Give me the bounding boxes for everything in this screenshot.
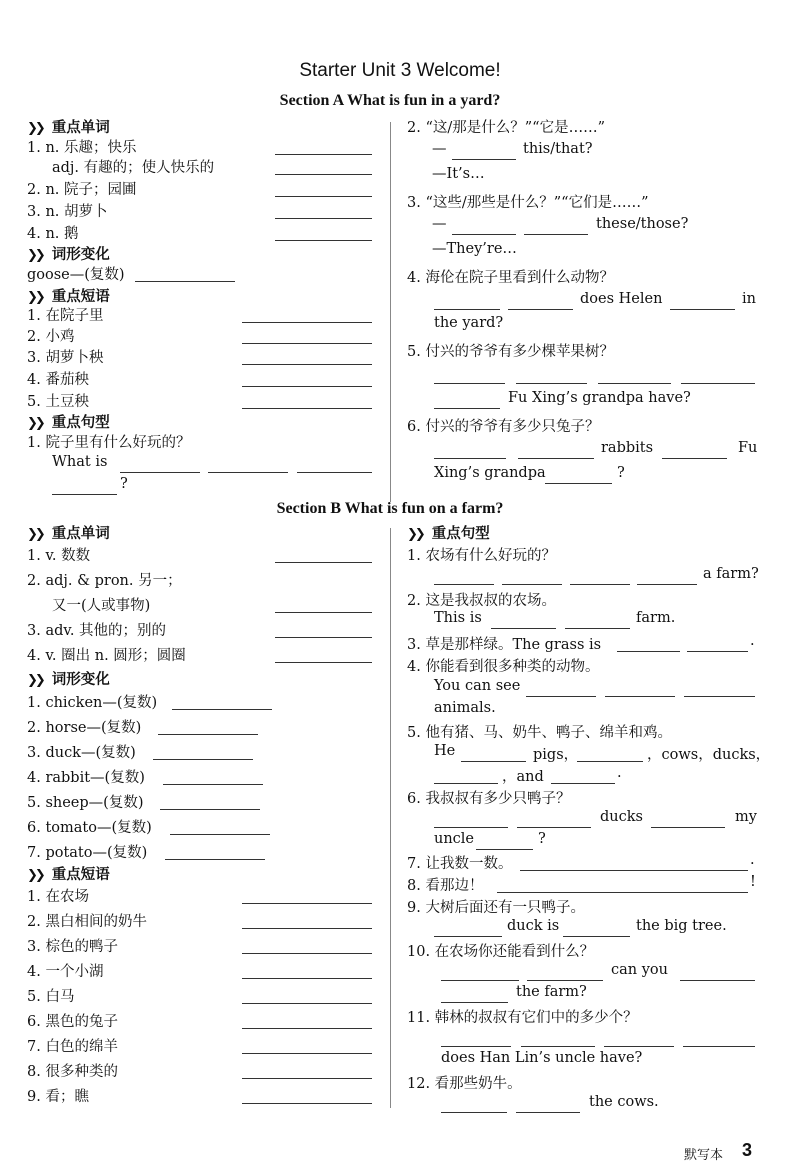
exercise-text: this/that? xyxy=(523,141,593,157)
answer-blank[interactable] xyxy=(526,696,596,697)
answer-blank[interactable] xyxy=(242,1103,372,1104)
answer-blank[interactable] xyxy=(441,1046,511,1047)
exercise-text: 3. 棕色的鸭子 xyxy=(27,939,118,955)
exercise-text: ，cows，ducks， xyxy=(647,747,771,763)
answer-blank[interactable] xyxy=(670,309,735,310)
answer-blank[interactable] xyxy=(242,408,372,409)
exercise-text: Fu xyxy=(738,440,758,456)
column-divider-a xyxy=(390,122,391,502)
exercise-text: . xyxy=(750,852,755,868)
answer-blank[interactable] xyxy=(135,281,235,282)
exercise-text: rabbits xyxy=(601,440,654,456)
exercise-text: He xyxy=(434,743,456,759)
answer-blank[interactable] xyxy=(687,651,748,652)
exercise-text: 4. 番茄秧 xyxy=(27,372,89,388)
exercise-text: This is xyxy=(434,610,482,626)
exercise-text: 9. 看；瞧 xyxy=(27,1089,89,1105)
answer-blank[interactable] xyxy=(651,827,725,828)
exercise-text: You can see xyxy=(434,678,521,694)
section-heading xyxy=(27,411,110,432)
exercise-text: 1. 农场有什么好玩的？ xyxy=(407,548,556,564)
answer-blank[interactable] xyxy=(617,651,680,652)
double-chevron-icon: ❯❯ xyxy=(27,290,43,305)
answer-blank[interactable] xyxy=(518,458,594,459)
exercise-text: 1. v. 数数 xyxy=(27,548,91,564)
answer-blank[interactable] xyxy=(172,709,272,710)
answer-blank[interactable] xyxy=(208,472,288,473)
answer-blank[interactable] xyxy=(170,834,270,835)
exercise-text: 8. 很多种类的 xyxy=(27,1064,118,1080)
section-heading-label: 词形变化 xyxy=(51,246,110,263)
exercise-text: — xyxy=(432,216,447,232)
exercise-text: . xyxy=(617,765,622,781)
section-heading xyxy=(27,668,110,689)
answer-blank[interactable] xyxy=(158,734,258,735)
answer-blank[interactable] xyxy=(242,1053,372,1054)
answer-blank[interactable] xyxy=(684,696,755,697)
exercise-text: a farm? xyxy=(703,566,759,582)
answer-blank[interactable] xyxy=(242,928,372,929)
exercise-text: 3. n. 胡萝卜 xyxy=(27,204,108,220)
answer-blank[interactable] xyxy=(242,953,372,954)
answer-blank[interactable] xyxy=(153,759,253,760)
answer-blank[interactable] xyxy=(604,1046,674,1047)
exercise-text: ? xyxy=(617,465,625,481)
exercise-text: 2. 黑白相间的奶牛 xyxy=(27,914,147,930)
footer-label: 默写本 xyxy=(684,1148,724,1163)
exercise-text: ? xyxy=(120,476,128,492)
exercise-text: 2. “这/那是什么？”“它是……” xyxy=(407,120,605,136)
exercise-text: 9. 大树后面还有一只鸭子。 xyxy=(407,900,585,916)
answer-blank[interactable] xyxy=(434,408,500,409)
section-heading-label: 重点句型 xyxy=(431,525,490,542)
double-chevron-icon: ❯❯ xyxy=(27,248,43,263)
exercise-text: the cows. xyxy=(589,1094,659,1110)
exercise-text: ducks xyxy=(600,809,643,825)
answer-blank[interactable] xyxy=(441,1002,508,1003)
exercise-text: 4. rabbit—(复数) xyxy=(27,770,145,786)
section-heading-label: 重点短语 xyxy=(51,866,110,883)
exercise-text: does Helen xyxy=(580,291,663,307)
exercise-text: 7. 让我数一数。 xyxy=(407,856,513,872)
exercise-text: 5. sheep—(复数) xyxy=(27,795,144,811)
answer-blank[interactable] xyxy=(242,386,372,387)
double-chevron-icon: ❯❯ xyxy=(407,527,423,542)
double-chevron-icon: ❯❯ xyxy=(27,527,43,542)
exercise-text: Xing’s grandpa xyxy=(434,465,546,481)
exercise-text: 10. 在农场你还能看到什么？ xyxy=(407,944,595,960)
section-heading-label: 重点单词 xyxy=(51,119,110,136)
answer-blank[interactable] xyxy=(637,584,697,585)
exercise-text: 1. 院子里有什么好玩的？ xyxy=(27,435,191,451)
exercise-text: my xyxy=(735,809,757,825)
exercise-text: 2. 这是我叔叔的农场。 xyxy=(407,593,556,609)
exercise-text: 6. 我叔叔有多少只鸭子？ xyxy=(407,791,571,807)
answer-blank[interactable] xyxy=(491,628,556,629)
answer-blank[interactable] xyxy=(275,662,372,663)
exercise-text: 4. 你能看到很多种类的动物。 xyxy=(407,659,600,675)
exercise-text: can you xyxy=(611,962,668,978)
answer-blank[interactable] xyxy=(476,849,533,850)
answer-blank[interactable] xyxy=(275,196,372,197)
section-heading-label: 词形变化 xyxy=(51,671,110,688)
answer-blank[interactable] xyxy=(434,827,508,828)
exercise-text: ，and xyxy=(502,769,544,785)
section-heading xyxy=(27,116,110,137)
exercise-text: the farm? xyxy=(516,984,587,1000)
section-heading xyxy=(27,285,110,306)
answer-blank[interactable] xyxy=(508,309,573,310)
exercise-text: the yard? xyxy=(434,315,504,331)
answer-blank[interactable] xyxy=(441,980,519,981)
exercise-text: What is xyxy=(52,454,108,470)
exercise-text: 6. tomato—(复数) xyxy=(27,820,152,836)
answer-blank[interactable] xyxy=(242,343,372,344)
answer-blank[interactable] xyxy=(452,234,516,235)
double-chevron-icon: ❯❯ xyxy=(27,868,43,883)
exercise-text: 2. adj. & pron. 另一； xyxy=(27,573,182,589)
exercise-text: 又一(人或事物) xyxy=(52,598,151,614)
answer-blank[interactable] xyxy=(242,1078,372,1079)
answer-blank[interactable] xyxy=(441,1112,507,1113)
exercise-text: 5. 白马 xyxy=(27,989,75,1005)
answer-blank[interactable] xyxy=(516,383,587,384)
answer-blank[interactable] xyxy=(120,472,200,473)
answer-blank[interactable] xyxy=(160,809,260,810)
answer-blank[interactable] xyxy=(563,936,630,937)
exercise-text: 8. 看那边！ xyxy=(407,878,484,894)
answer-blank[interactable] xyxy=(681,383,755,384)
section-heading-label: 重点句型 xyxy=(51,414,110,431)
answer-blank[interactable] xyxy=(680,980,755,981)
exercise-text: ? xyxy=(538,831,546,847)
exercise-text: . xyxy=(750,633,755,649)
exercise-text: 1. n. 乐趣；快乐 xyxy=(27,140,137,156)
answer-blank[interactable] xyxy=(683,1046,755,1047)
answer-blank[interactable] xyxy=(577,761,643,762)
exercise-text: in xyxy=(742,291,756,307)
answer-blank[interactable] xyxy=(516,1112,580,1113)
exercise-text: 6. 付兴的爷爷有多少只兔子？ xyxy=(407,419,600,435)
answer-blank[interactable] xyxy=(502,584,562,585)
double-chevron-icon: ❯❯ xyxy=(27,121,43,136)
answer-blank[interactable] xyxy=(434,383,505,384)
answer-blank[interactable] xyxy=(551,783,615,784)
answer-blank[interactable] xyxy=(275,154,372,155)
exercise-text: 6. 黑色的兔子 xyxy=(27,1014,118,1030)
exercise-text: animals. xyxy=(434,700,496,716)
exercise-text: 2. n. 院子；园圃 xyxy=(27,182,137,198)
exercise-text: pigs， xyxy=(533,747,579,763)
section-heading xyxy=(27,522,110,543)
section-heading xyxy=(407,522,490,543)
answer-blank[interactable] xyxy=(497,892,748,893)
exercise-text: 1. 在院子里 xyxy=(27,308,104,324)
column-divider-b xyxy=(390,528,391,1108)
answer-blank[interactable] xyxy=(242,322,372,323)
answer-blank[interactable] xyxy=(275,174,372,175)
exercise-text: 2. 小鸡 xyxy=(27,329,75,345)
section-heading-label: 重点短语 xyxy=(51,288,110,305)
exercise-text: uncle xyxy=(434,831,475,847)
exercise-text: —It’s… xyxy=(432,166,485,182)
answer-blank[interactable] xyxy=(545,483,612,484)
answer-blank[interactable] xyxy=(662,458,727,459)
page-number: 3 xyxy=(742,1140,753,1160)
answer-blank[interactable] xyxy=(517,827,591,828)
section-a-heading: Section A What is fun in a yard? xyxy=(279,92,501,109)
exercise-text: the big tree. xyxy=(636,918,727,934)
double-chevron-icon: ❯❯ xyxy=(27,416,43,431)
answer-blank[interactable] xyxy=(434,458,506,459)
answer-blank[interactable] xyxy=(275,637,372,638)
section-heading xyxy=(27,243,110,264)
answer-blank[interactable] xyxy=(605,696,675,697)
answer-blank[interactable] xyxy=(275,240,372,241)
exercise-text: does Han Lin’s uncle have? xyxy=(441,1050,643,1066)
answer-blank[interactable] xyxy=(242,364,372,365)
exercise-text: 12. 看那些奶牛。 xyxy=(407,1076,522,1092)
exercise-text: 4. n. 鹅 xyxy=(27,226,79,242)
answer-blank[interactable] xyxy=(565,628,630,629)
exercise-text: 1. chicken—(复数) xyxy=(27,695,158,711)
section-b-heading: Section B What is fun on a farm? xyxy=(276,500,504,517)
exercise-text: — xyxy=(432,141,447,157)
exercise-text: 5. 土豆秧 xyxy=(27,394,89,410)
answer-blank[interactable] xyxy=(598,383,671,384)
exercise-text: 7. potato—(复数) xyxy=(27,845,148,861)
exercise-text: 3. “这些/那些是什么？”“它们是……” xyxy=(407,195,649,211)
exercise-text: 3. adv. 其他的；别的 xyxy=(27,623,167,639)
answer-blank[interactable] xyxy=(527,980,603,981)
double-chevron-icon: ❯❯ xyxy=(27,673,43,688)
exercise-text: goose—(复数) xyxy=(27,267,125,283)
exercise-text: these/those? xyxy=(596,216,689,232)
exercise-text: 7. 白色的绵羊 xyxy=(27,1039,118,1055)
answer-blank[interactable] xyxy=(165,859,265,860)
answer-blank[interactable] xyxy=(520,870,748,871)
answer-blank[interactable] xyxy=(521,1046,595,1047)
exercise-text: 2. horse—(复数) xyxy=(27,720,142,736)
answer-blank[interactable] xyxy=(461,761,526,762)
exercise-text: farm. xyxy=(636,610,676,626)
exercise-text: ! xyxy=(750,874,756,890)
exercise-text: duck is xyxy=(507,918,560,934)
answer-blank[interactable] xyxy=(434,936,502,937)
exercise-text: adj. 有趣的；使人快乐的 xyxy=(52,160,215,176)
exercise-text: 1. 在农场 xyxy=(27,889,89,905)
answer-blank[interactable] xyxy=(275,562,372,563)
exercise-text: 5. 付兴的爷爷有多少棵苹果树？ xyxy=(407,344,614,360)
exercise-text: 3. 胡萝卜秧 xyxy=(27,350,104,366)
exercise-text: 11. 韩林的叔叔有它们中的多少个？ xyxy=(407,1010,638,1026)
answer-blank[interactable] xyxy=(434,783,498,784)
exercise-text: 4. 一个小湖 xyxy=(27,964,104,980)
answer-blank[interactable] xyxy=(242,903,372,904)
answer-blank[interactable] xyxy=(275,218,372,219)
answer-blank[interactable] xyxy=(570,584,630,585)
page-title: Starter Unit 3 Welcome! xyxy=(299,60,501,81)
answer-blank[interactable] xyxy=(242,1003,372,1004)
section-heading xyxy=(27,863,110,884)
answer-blank[interactable] xyxy=(452,159,516,160)
answer-blank[interactable] xyxy=(434,584,494,585)
exercise-text: 4. 海伦在院子里看到什么动物？ xyxy=(407,270,614,286)
exercise-text: 3. duck—(复数) xyxy=(27,745,136,761)
exercise-text: 3. 草是那样绿。The grass is xyxy=(407,637,602,653)
answer-blank[interactable] xyxy=(163,784,263,785)
section-heading-label: 重点单词 xyxy=(51,525,110,542)
answer-blank[interactable] xyxy=(242,978,372,979)
exercise-text: 5. 他有猪、马、奶牛、鸭子、绵羊和鸡。 xyxy=(407,725,672,741)
answer-blank[interactable] xyxy=(297,472,372,473)
exercise-text: Fu Xing’s grandpa have? xyxy=(508,390,691,406)
exercise-text: —They’re… xyxy=(432,241,517,257)
answer-blank[interactable] xyxy=(434,309,500,310)
answer-blank[interactable] xyxy=(524,234,588,235)
answer-blank[interactable] xyxy=(52,494,117,495)
exercise-text: 4. v. 圈出 n. 圆形；圆圈 xyxy=(27,648,186,664)
answer-blank[interactable] xyxy=(275,612,372,613)
answer-blank[interactable] xyxy=(242,1028,372,1029)
